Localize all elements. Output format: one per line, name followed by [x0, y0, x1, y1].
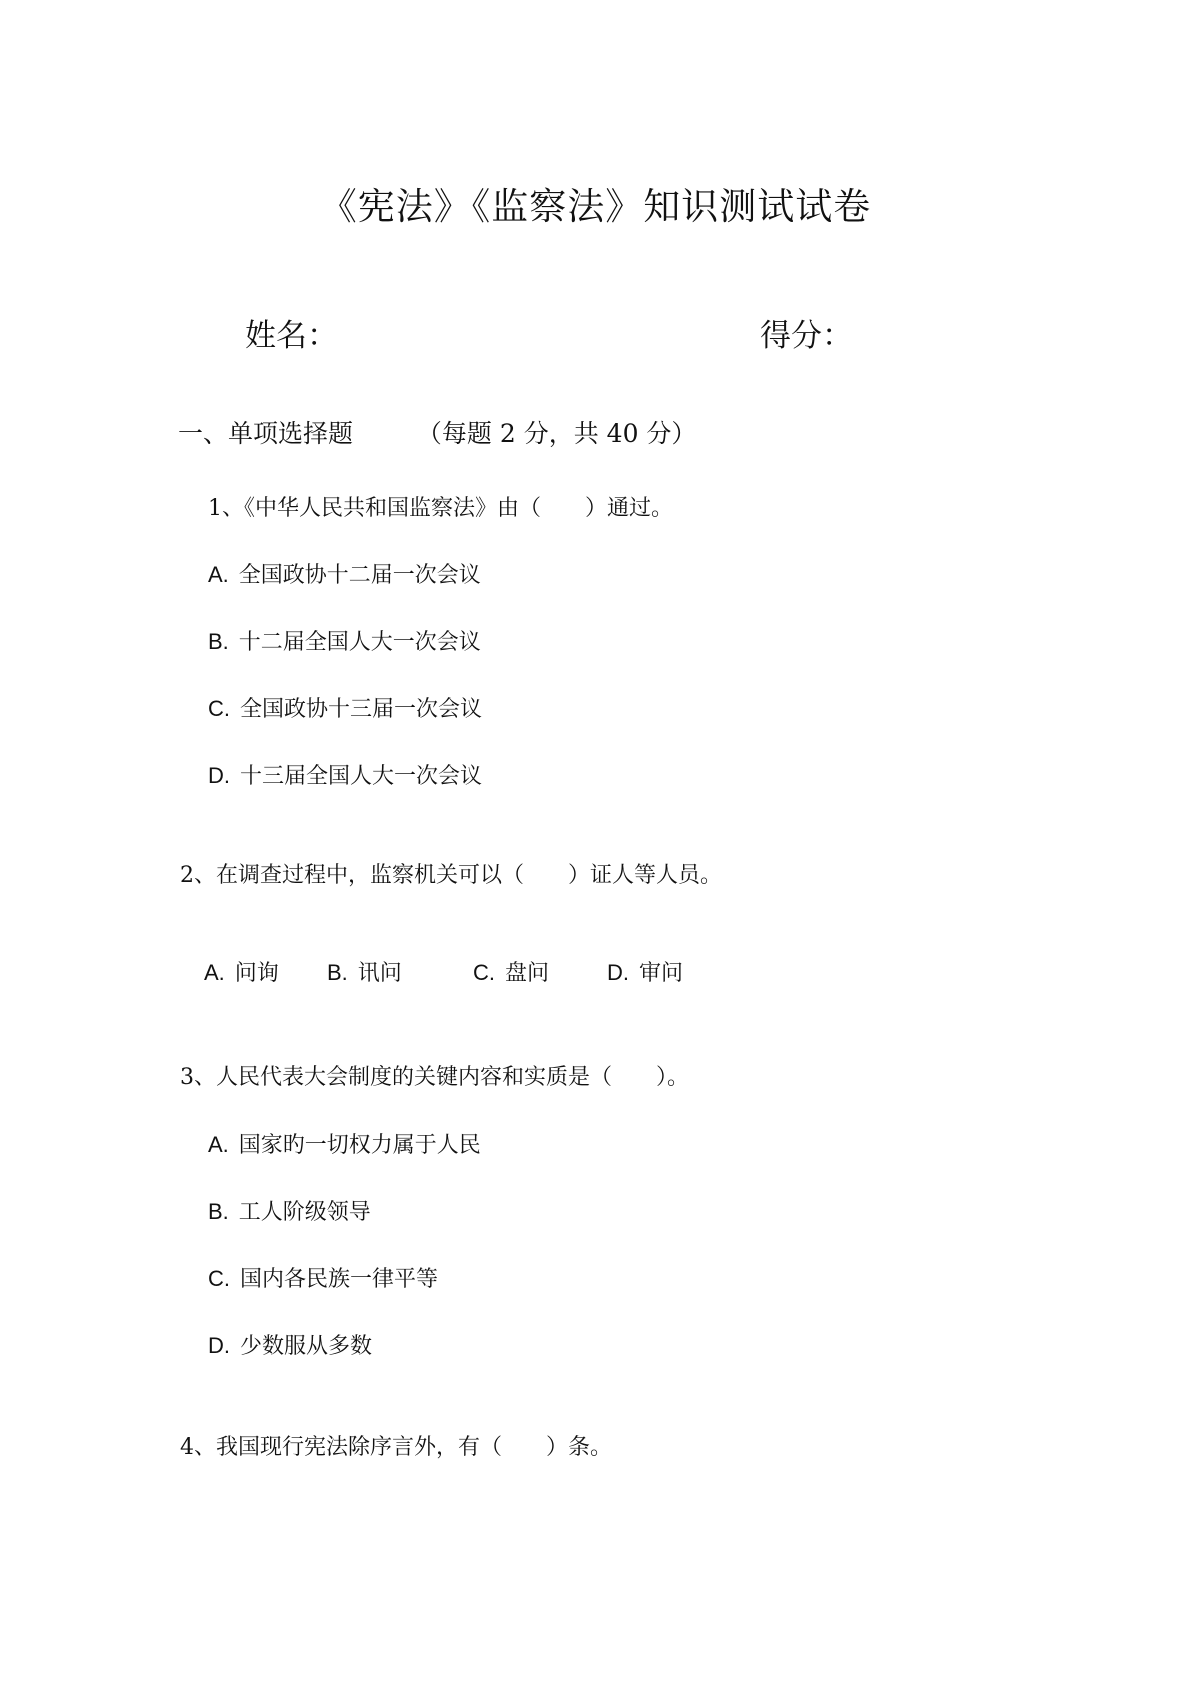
option-2d	[607, 956, 683, 987]
section-heading	[178, 414, 696, 450]
option-3b	[208, 1195, 371, 1226]
option-letter: C.	[208, 1266, 230, 1291]
option-letter: D.	[208, 763, 230, 788]
option-2b	[327, 956, 473, 987]
section-label: 一、单项选择题	[178, 419, 354, 448]
option-row-2	[204, 956, 683, 987]
option-text: 十三届全国人大一次会议	[240, 764, 483, 789]
name-label: 姓名：	[245, 318, 338, 354]
option-letter: B.	[327, 960, 348, 985]
option-text: 国内各民族一律平等	[240, 1267, 439, 1292]
option-2a	[204, 956, 327, 987]
option-letter: A.	[208, 1132, 229, 1157]
page-title: 《宪法》《监察法》知识测试试卷	[319, 185, 872, 228]
option-text: 盘问	[505, 961, 550, 986]
section-note: （每题 2 分，共 40 分）	[416, 419, 697, 448]
option-text: 审问	[639, 961, 684, 986]
option-3c	[208, 1262, 438, 1293]
option-letter: C.	[473, 960, 495, 985]
option-letter: C.	[208, 696, 230, 721]
option-1a	[208, 558, 481, 589]
question-3: 3、人民代表大会制度的关键内容和实质是（ ）。	[180, 1065, 689, 1090]
question-4: 4、我国现行宪法除序言外，有（ ）条。	[180, 1435, 612, 1460]
option-text: 讯问	[357, 961, 402, 986]
option-1d	[208, 759, 482, 790]
option-letter: A.	[204, 960, 225, 985]
option-letter: D.	[208, 1333, 230, 1358]
score-label: 得分：	[760, 318, 853, 354]
option-1c	[208, 692, 482, 723]
option-1b	[208, 625, 481, 656]
option-text: 少数服从多数	[240, 1334, 373, 1359]
option-text: 全国政协十三届一次会议	[240, 697, 483, 722]
option-letter: D.	[607, 960, 629, 985]
option-text: 国家旳一切权力属于人民	[238, 1133, 481, 1158]
option-letter: A.	[208, 562, 229, 587]
option-3d	[208, 1329, 372, 1360]
option-text: 十二届全国人大一次会议	[238, 630, 481, 655]
option-text: 问询	[234, 961, 279, 986]
option-text: 工人阶级领导	[238, 1200, 371, 1225]
option-text: 全国政协十二届一次会议	[238, 563, 481, 588]
option-letter: B.	[208, 629, 229, 654]
question-2: 2、在调查过程中，监察机关可以（ ）证人等人员。	[180, 863, 722, 888]
option-letter: B.	[208, 1199, 229, 1224]
option-2c	[473, 956, 607, 987]
question-1: 1、《中华人民共和国监察法》由（ ）通过。	[208, 496, 673, 521]
option-3a	[208, 1128, 481, 1159]
